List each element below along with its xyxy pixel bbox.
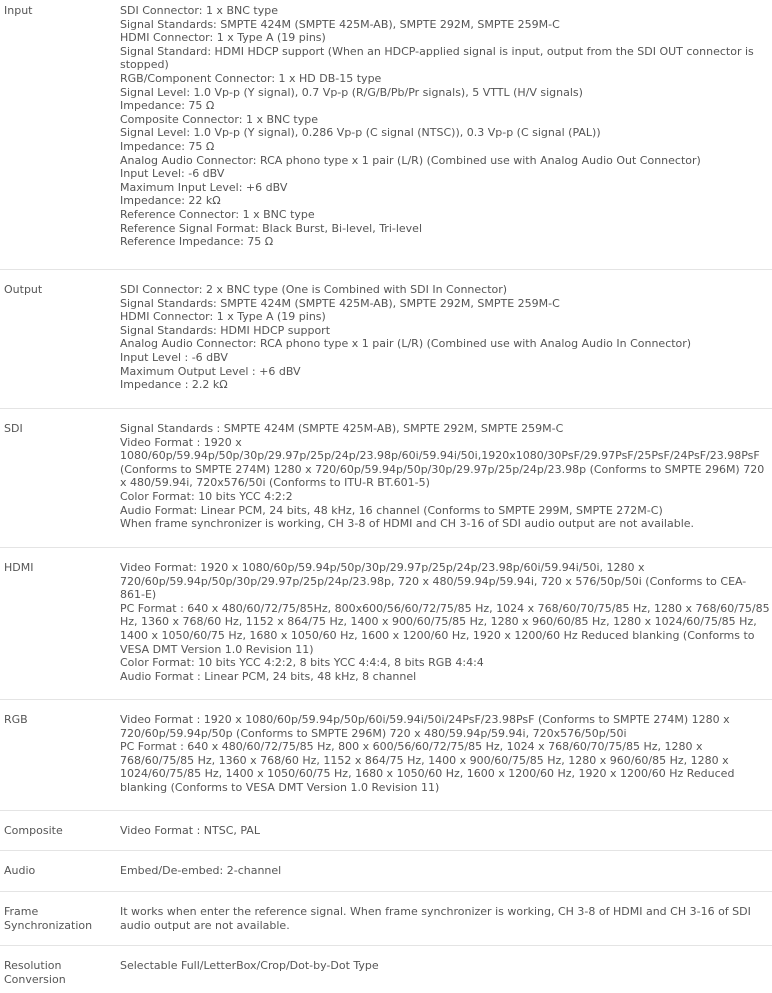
spec-row-frame-synchronization bbox=[0, 892, 772, 946]
spec-row-output bbox=[0, 270, 772, 409]
spec-line: Signal Level: 1.0 Vp-p (Y signal), 0.7 Vp-p (R/G/B/Pb/Pr signals), 5 VTTL (H/V signals) bbox=[120, 85, 583, 99]
spec-line: Signal Standards: SMPTE 424M (SMPTE 425M-AB), SMPTE 292M, SMPTE 259M-C bbox=[120, 17, 560, 31]
spec-line: It works when enter the reference signal. When frame synchronizer is working, CH 3-8 of HDMI and CH 3-16 of SDI audio output are not available. bbox=[120, 905, 751, 932]
spec-row-audio bbox=[0, 851, 772, 892]
spec-line: RGB/Component Connector: 1 x HD DB-15 type bbox=[120, 71, 382, 85]
spec-line: PC Format : 640 x 480/60/72/75/85 Hz, 800 x 600/56/60/72/75/85 Hz, 1024 x 768/60/70/75/85 Hz, 1280 x 768/60/75/85 Hz, 1360 x 768/60 Hz, 1152 x 864/75 Hz, 1400 x 900/60/75/85 Hz, 1280 x 960/60/85 Hz, 1280 x 1024/60/75/85 Hz, 1400 x 1050/60/75 Hz, 1680 x 1050/60 Hz, 1600 x 1200/60 Hz, 1920 x 1200/60 Hz Reduced blanking (Conforms to VESA DMT Version 1.0 Revision 11) bbox=[120, 740, 735, 794]
spec-line: Signal Standards: SMPTE 424M (SMPTE 425M-AB), SMPTE 292M, SMPTE 259M-C bbox=[120, 296, 560, 310]
spec-line: Analog Audio Connector: RCA phono type x 1 pair (L/R) (Combined use with Analog Audio Out Connector) bbox=[120, 153, 701, 167]
spec-values-sdi bbox=[120, 422, 772, 547]
spec-values-input bbox=[120, 4, 772, 269]
spec-line: HDMI Connector: 1 x Type A (19 pins) bbox=[120, 31, 326, 45]
spec-line: Selectable Full/LetterBox/Crop/Dot-by-Dot Type bbox=[120, 959, 379, 972]
spec-line: Signal Standards: HDMI HDCP support bbox=[120, 323, 331, 337]
spec-line: Audio Format: Linear PCM, 24 bits, 48 kHz, 16 channel (Conforms to SMPTE 299M, SMPTE 272M-C) bbox=[120, 503, 663, 517]
spec-values-resolution-conversion bbox=[120, 959, 772, 991]
spec-label-input: Input bbox=[4, 4, 33, 17]
spec-values-audio bbox=[120, 864, 772, 891]
spec-label-audio: Audio bbox=[4, 864, 36, 877]
spec-line: Video Format : 1920 x 1080/60p/59.94p/50p/30p/29.97p/25p/24p/23.98p/60i/59.94i/50i,1920x1080/30PsF/29.97PsF/25PsF/24PsF/23.98PsF (Conforms to SMPTE 274M) 1280 x 720/60p/59.94p/50p/30p/29.97p/25p/24p/23.98p (Conforms to SMPTE 296M) 720 x 480/59.94i, 720x576/50i (Conforms to ITU-R BT.601-5) bbox=[120, 435, 765, 490]
spec-line: Video Format : 1920 x 1080/60p/59.94p/50p/60i/59.94i/50i/24PsF/23.98PsF (Conforms to SMPTE 274M) 1280 x 720/60p/59.94p/50p (Conforms to SMPTE 296M) 720 x 480/59.94p/59.94i, 720x576/50p/50i bbox=[120, 713, 730, 740]
spec-label-frame-synchronization: Frame Synchronization bbox=[4, 905, 93, 932]
spec-line: Video Format: 1920 x 1080/60p/59.94p/50p/30p/29.97p/25p/24p/23.98p/60i/59.94i/50i, 1280 x 720/60p/59.94p/50p/30p/29.97p/25p/24p/23.98p, 720 x 480/59.94p/59.94i, 720 x 576/50p/50i (Conforms to CEA-861-E) bbox=[120, 561, 747, 602]
spec-label-hdmi: HDMI bbox=[4, 561, 34, 574]
spec-row-rgb bbox=[0, 700, 772, 811]
spec-values-frame-synchronization bbox=[120, 905, 772, 945]
spec-line: Color Format: 10 bits YCC 4:2:2, 8 bits YCC 4:4:4, 8 bits RGB 4:4:4 bbox=[120, 656, 484, 670]
spec-line: Reference Signal Format: Black Burst, Bi-level, Tri-level bbox=[120, 221, 423, 235]
spec-row-hdmi bbox=[0, 548, 772, 700]
spec-row-input bbox=[0, 0, 772, 270]
spec-line: Color Format: 10 bits YCC 4:2:2 bbox=[120, 489, 293, 503]
spec-line: Analog Audio Connector: RCA phono type x 1 pair (L/R) (Combined use with Analog Audio In Connector) bbox=[120, 337, 692, 351]
spec-values-hdmi bbox=[120, 561, 772, 699]
spec-line: Signal Standard: HDMI HDCP support (When an HDCP-applied signal is input, output from the SDI OUT connector is stopped) bbox=[120, 44, 754, 72]
spec-row-resolution-conversion bbox=[0, 946, 772, 991]
spec-line: Impedance: 75 Ω bbox=[120, 139, 215, 153]
spec-line: SDI Connector: 2 x BNC type (One is Combined with SDI In Connector) bbox=[120, 283, 508, 296]
spec-line: Signal Level: 1.0 Vp-p (Y signal), 0.286 Vp-p (C signal (NTSC)), 0.3 Vp-p (C signal (PAL)) bbox=[120, 126, 601, 140]
spec-line: When frame synchronizer is working, CH 3-8 of HDMI and CH 3-16 of SDI audio output are not available. bbox=[120, 517, 695, 531]
spec-line: Signal Standards : SMPTE 424M (SMPTE 425M-AB), SMPTE 292M, SMPTE 259M-C bbox=[120, 422, 564, 435]
spec-line: PC Format : 640 x 480/60/72/75/85Hz, 800x600/56/60/72/75/85 Hz, 1024 x 768/60/70/75/85 Hz, 1280 x 768/60/75/85 Hz, 1360 x 768/60 Hz, 1152 x 864/75 Hz, 1400 x 900/60/75/85 Hz, 1280 x 960/60/85 Hz, 1280 x 1024/60/75/85 Hz, 1400 x 1050/60/75 Hz, 1680 x 1050/60 Hz, 1600 x 1200/60 Hz, 1920 x 1200/60 Hz Reduced blanking (Conforms to VESA DMT Version 1.0 Revision 11) bbox=[120, 601, 770, 656]
spec-values-rgb bbox=[120, 713, 772, 810]
spec-line: Maximum Output Level : +6 dBV bbox=[120, 364, 301, 378]
spec-line: Video Format : NTSC, PAL bbox=[120, 824, 260, 837]
spec-line: Input Level : -6 dBV bbox=[120, 350, 228, 364]
spec-label-output: Output bbox=[4, 283, 43, 296]
spec-label-rgb: RGB bbox=[4, 713, 28, 726]
spec-line: Audio Format : Linear PCM, 24 bits, 48 kHz, 8 channel bbox=[120, 669, 417, 683]
spec-line: Reference Connector: 1 x BNC type bbox=[120, 207, 315, 221]
spec-line: Impedance: 75 Ω bbox=[120, 99, 215, 113]
spec-line: Impedance: 22 kΩ bbox=[120, 194, 221, 208]
spec-label-sdi: SDI bbox=[4, 422, 23, 435]
spec-line: Reference Impedance: 75 Ω bbox=[120, 235, 274, 249]
spec-label-composite: Composite bbox=[4, 824, 63, 837]
spec-line: Composite Connector: 1 x BNC type bbox=[120, 112, 318, 126]
spec-line: Embed/De-embed: 2-channel bbox=[120, 864, 282, 877]
spec-line: HDMI Connector: 1 x Type A (19 pins) bbox=[120, 310, 326, 324]
spec-label-resolution-conversion: Resolution Conversion bbox=[4, 959, 66, 986]
spec-line: Maximum Input Level: +6 dBV bbox=[120, 180, 288, 194]
spec-line: SDI Connector: 1 x BNC type bbox=[120, 4, 278, 17]
spec-line: Input Level: -6 dBV bbox=[120, 167, 225, 181]
spec-row-composite bbox=[0, 811, 772, 851]
spec-values-composite bbox=[120, 824, 772, 850]
spec-row-sdi bbox=[0, 409, 772, 548]
spec-line: Impedance : 2.2 kΩ bbox=[120, 378, 228, 392]
spec-values-output bbox=[120, 283, 772, 408]
